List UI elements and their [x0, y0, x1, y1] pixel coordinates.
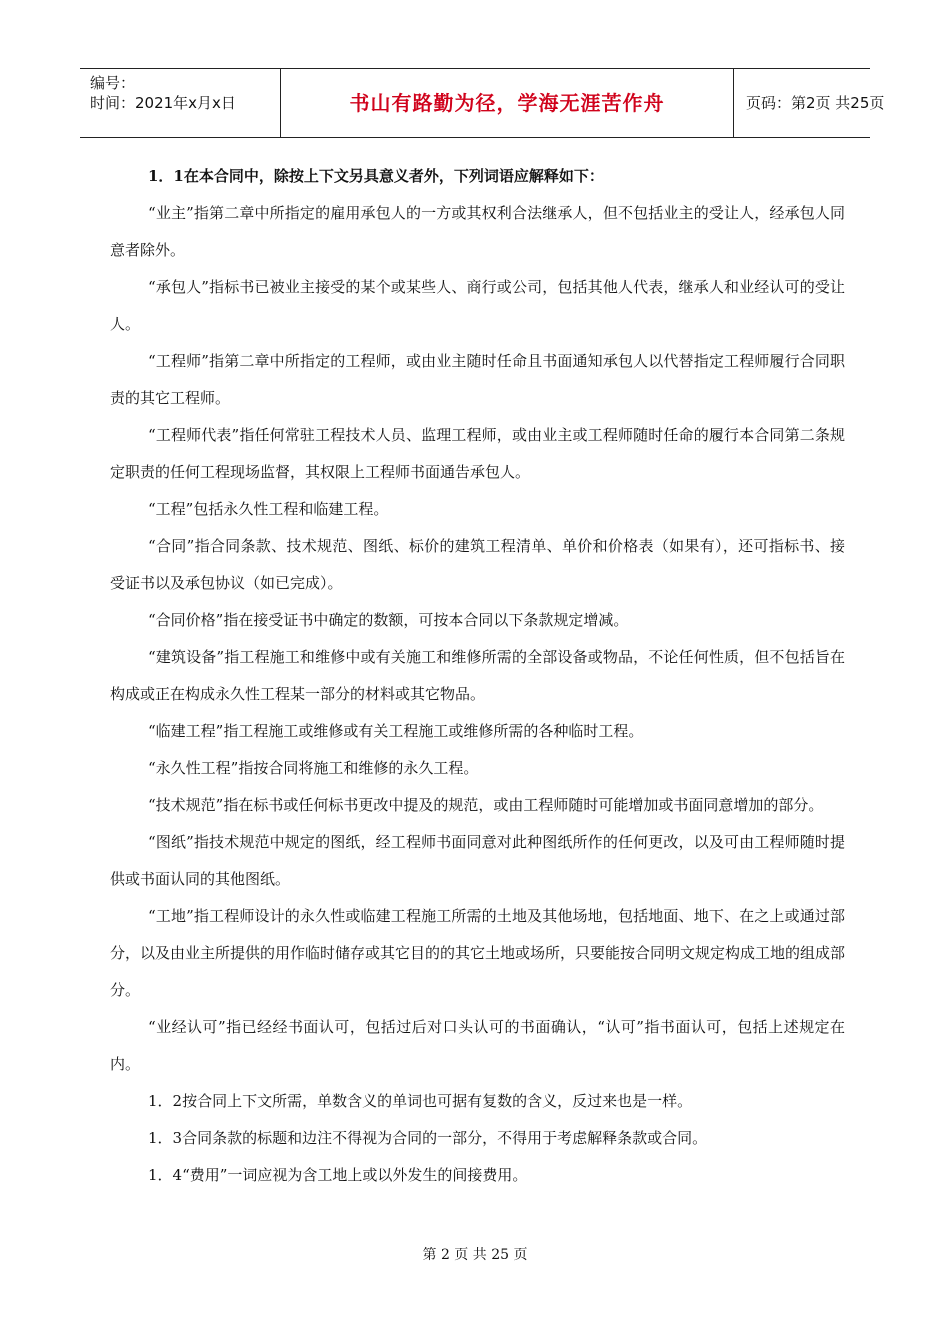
clause-1-3: 1．3合同条款的标题和边注不得视为合同的一部分，不得用于考虑解释条款或合同。	[148, 1129, 708, 1147]
page-header	[80, 68, 885, 138]
definition-drawings: “图纸”指技术规范中规定的图纸，经工程师书面同意对此种图纸所作的任何更改，以及可由工程师随时提供或书面认同的其他图纸。	[110, 833, 845, 888]
definition-temporary-works: “临建工程”指工程施工或维修或有关工程施工或维修所需的各种临时工程。	[148, 722, 644, 740]
definition-engineer: “工程师”指第二章中所指定的工程师，或由业主随时任命且书面通知承包人以代替指定工程师履行合同职责的其它工程师。	[110, 352, 845, 407]
definition-site: “工地”指工程师设计的永久性或临建工程施工所需的土地及其他场地，包括地面、地下、在之上或通过部分，以及由业主所提供的用作临时储存或其它目的的其它土地或场所，只要能按合同明文规定构成工地的组成部分。	[110, 907, 846, 999]
definition-equipment: “建筑设备”指工程施工和维修中或有关施工和维修所需的全部设备或物品，不论任何性质，但不包括旨在构成或正在构成永久性工程某一部分的材料或其它物品。	[110, 648, 845, 703]
document-number-label: 编号：	[90, 74, 136, 92]
header-motto: 书山有路勤为径，学海无涯苦作舟	[280, 69, 734, 137]
header-page-info: 页码：第2页 共25页	[746, 94, 885, 112]
definition-approved: “业经认可”指已经经书面认可，包括过后对口头认可的书面确认，“认可”指书面认可，包括上述规定在内。	[110, 1018, 845, 1073]
clause-1-2: 1．2按合同上下文所需，单数含义的单词也可据有复数的含义，反过来也是一样。	[148, 1092, 693, 1110]
definition-engineer-representative: “工程师代表”指任何常驻工程技术人员、监理工程师，或由业主或工程师随时任命的履行本合同第二条规定职责的任何工程现场监督，其权限上工程师书面通告承包人。	[110, 426, 845, 481]
definition-contract-price: “合同价格”指在接受证书中确定的数额，可按本合同以下条款规定增减。	[148, 611, 629, 629]
document-time-label: 时间：2021年x月x日	[90, 94, 236, 112]
document-body	[110, 158, 845, 1194]
definition-permanent-works: “永久性工程”指按合同将施工和维修的永久工程。	[148, 759, 479, 777]
clause-1-1-heading: 1．1在本合同中，除按上下文另具意义者外，下列词语应解释如下：	[148, 167, 604, 185]
definition-specification: “技术规范”指在标书或任何标书更改中提及的规范，或由工程师随时可能增加或书面同意增加的部分。	[148, 796, 824, 814]
definition-owner: “业主”指第二章中所指定的雇用承包人的一方或其权利合法继承人，但不包括业主的受让人，经承包人同意者除外。	[110, 204, 845, 259]
definition-contractor: “承包人”指标书已被业主接受的某个或某些人、商行或公司，包括其他人代表，继承人和业经认可的受让人。	[110, 278, 845, 333]
definition-works: “工程”包括永久性工程和临建工程。	[148, 500, 389, 518]
header-meta	[80, 69, 280, 137]
definition-contract: “合同”指合同条款、技术规范、图纸、标价的建筑工程清单、单价和价格表（如果有），还可指标书、接受证书以及承包协议（如已完成）。	[110, 537, 845, 592]
page-footer: 第 2 页 共 25 页	[422, 1247, 528, 1263]
clause-1-4: 1．4“费用”一词应视为含工地上或以外发生的间接费用。	[148, 1166, 528, 1184]
